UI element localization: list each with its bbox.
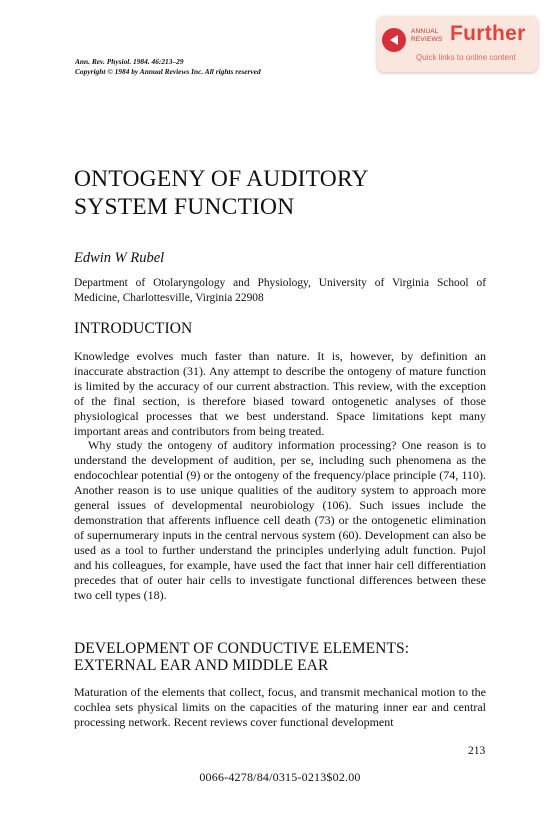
- further-subtitle: Quick links to online content: [416, 53, 516, 62]
- author-affiliation: Department of Otolaryngology and Physiology, University of Virginia School of Medicine, Charlottesville, Virginia 22908: [74, 277, 486, 304]
- citation-line-1: Ann. Rev. Physiol. 1984. 46:213–29: [75, 57, 184, 66]
- author-name: Edwin W Rubel: [74, 250, 165, 266]
- paragraph: Maturation of the elements that collect, focus, and transmit mechanical motion to the cochlea sets physical limits on the capacities of the maturing inner ear and central processing network. Recent reviews cover functional development: [74, 685, 486, 729]
- heading-line-1: DEVELOPMENT OF CONDUCTIVE ELEMENTS:: [74, 640, 410, 657]
- page-number: 213: [468, 745, 486, 757]
- journal-citation: [75, 57, 375, 77]
- copyright-line: Copyright © 1984 by Annual Reviews Inc. All rights reserved: [75, 67, 261, 76]
- section-heading-conductive-elements: [74, 640, 494, 674]
- section-heading-introduction: INTRODUCTION: [74, 320, 193, 337]
- price-code-line: 0066-4278/84/0315-0213$02.00: [199, 770, 361, 784]
- paragraph: Why study the ontogeny of auditory information processing? One reason is to understand the development of audition, per se, including such phenomena as the endocochlear potential (9) or the ontogeny of the frequency/place principle (74, 110). Another reason is to use unique qualities of the auditory system to approach more general issues of developmental neurobiology (106). Such issues include the demonstration that afferents influence cell death (73) or the ontogenetic elimination of supernumerary inputs in the central nervous system (60). Development can also be used as a tool to further understand the principles underlying adult function. Pujol and his colleagues, for example, have used the fact that inner hair cell differentiation precedes that of outer hair cells to investigate functional differences between these two cell types (18).: [74, 438, 486, 602]
- further-banner[interactable]: [377, 16, 538, 72]
- introduction-body: [74, 349, 486, 602]
- annual-reviews-label: ANNUAL REVIEWS: [411, 28, 443, 43]
- article-title: [74, 165, 369, 221]
- title-line-2: SYSTEM FUNCTION: [74, 194, 295, 220]
- play-back-arrow-icon: [382, 28, 406, 52]
- conductive-elements-body: [74, 685, 486, 730]
- paragraph: Knowledge evolves much faster than nature. It is, however, by definition an inaccurate abstraction (31). Any attempt to describe the ontogeny of mature function is limited by the accuracy of our current abstraction. This review, with the exception of the final section, is therefore biased toward ontogenetic analyses of those physiological processes that we best understand. Space limitations kept many important areas and contributors from being treated.: [74, 349, 486, 438]
- title-line-1: ONTOGENY OF AUDITORY: [74, 166, 369, 192]
- heading-line-2: EXTERNAL EAR AND MIDDLE EAR: [74, 657, 329, 674]
- further-title: Further: [450, 22, 526, 45]
